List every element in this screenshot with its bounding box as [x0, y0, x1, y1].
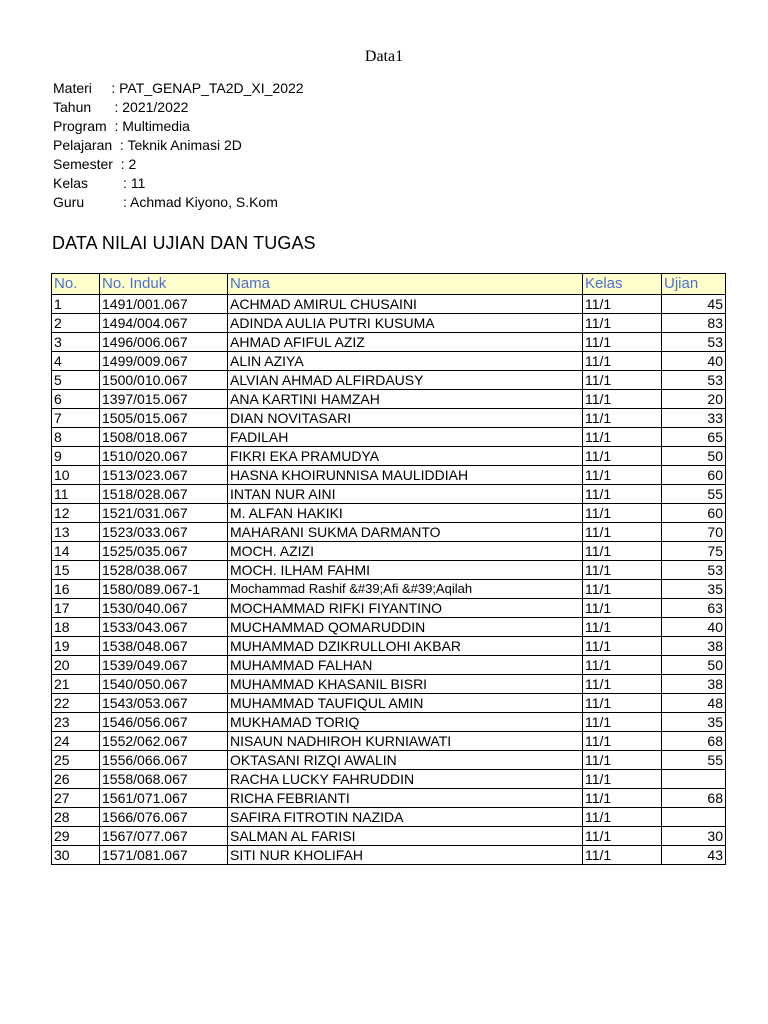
table-header-row	[52, 274, 726, 295]
cell-no: 20	[52, 656, 100, 675]
cell-ujian: 35	[662, 713, 726, 732]
cell-no: 29	[52, 827, 100, 846]
table-row	[52, 713, 726, 732]
cell-nama: MUHAMMAD TAUFIQUL AMIN	[228, 694, 583, 713]
cell-kelas: 11/1	[583, 713, 662, 732]
cell-no: 28	[52, 808, 100, 827]
cell-ujian: 35	[662, 580, 726, 599]
table-row	[52, 447, 726, 466]
cell-kelas: 11/1	[583, 580, 662, 599]
metadata-block	[53, 79, 304, 212]
cell-no: 22	[52, 694, 100, 713]
cell-ujian: 50	[662, 656, 726, 675]
cell-no-induk: 1530/040.067	[100, 599, 228, 618]
cell-nama: RICHA FEBRIANTI	[228, 789, 583, 808]
header-kelas: Kelas	[583, 274, 662, 295]
table-row	[52, 751, 726, 770]
cell-no: 26	[52, 770, 100, 789]
cell-no: 3	[52, 333, 100, 352]
table-row	[52, 295, 726, 314]
meta-value: : Achmad Kiyono, S.Kom	[84, 194, 278, 210]
cell-no-induk: 1538/048.067	[100, 637, 228, 656]
cell-ujian: 50	[662, 447, 726, 466]
meta-label: Materi	[53, 80, 92, 96]
cell-no-induk: 1543/053.067	[100, 694, 228, 713]
table-row	[52, 808, 726, 827]
cell-no-induk: 1539/049.067	[100, 656, 228, 675]
cell-no: 12	[52, 504, 100, 523]
meta-label: Program	[53, 118, 107, 134]
table-row	[52, 789, 726, 808]
cell-ujian: 20	[662, 390, 726, 409]
cell-no: 27	[52, 789, 100, 808]
cell-nama: ALIN AZIYA	[228, 352, 583, 371]
cell-nama: MUCHAMMAD QOMARUDDIN	[228, 618, 583, 637]
table-row	[52, 371, 726, 390]
cell-nama: RACHA LUCKY FAHRUDDIN	[228, 770, 583, 789]
meta-label: Kelas	[53, 175, 89, 191]
table-row	[52, 846, 726, 865]
meta-value: : 11	[88, 175, 146, 191]
cell-ujian: 55	[662, 751, 726, 770]
cell-no-induk: 1494/004.067	[100, 314, 228, 333]
cell-nama: HASNA KHOIRUNNISA MAULIDDIAH	[228, 466, 583, 485]
cell-kelas: 11/1	[583, 485, 662, 504]
table-row	[52, 561, 726, 580]
cell-no-induk: 1523/033.067	[100, 523, 228, 542]
cell-nama: SAFIRA FITROTIN NAZIDA	[228, 808, 583, 827]
cell-no: 21	[52, 675, 100, 694]
cell-no: 7	[52, 409, 100, 428]
cell-no: 8	[52, 428, 100, 447]
table-row	[52, 618, 726, 637]
cell-nama: OKTASANI RIZQI AWALIN	[228, 751, 583, 770]
table-row	[52, 580, 726, 599]
cell-nama: DIAN NOVITASARI	[228, 409, 583, 428]
cell-ujian: 40	[662, 352, 726, 371]
cell-kelas: 11/1	[583, 542, 662, 561]
cell-no-induk: 1508/018.067	[100, 428, 228, 447]
meta-value: : PAT_GENAP_TA2D_XI_2022	[91, 80, 304, 96]
table-row	[52, 504, 726, 523]
cell-no: 19	[52, 637, 100, 656]
cell-no-induk: 1505/015.067	[100, 409, 228, 428]
meta-row	[53, 117, 304, 136]
cell-ujian: 53	[662, 561, 726, 580]
cell-nama: MUHAMMAD KHASANIL BISRI	[228, 675, 583, 694]
cell-no: 30	[52, 846, 100, 865]
meta-row	[53, 79, 304, 98]
meta-value: : 2	[112, 156, 137, 172]
cell-no: 23	[52, 713, 100, 732]
cell-no: 14	[52, 542, 100, 561]
table-row	[52, 523, 726, 542]
cell-ujian: 38	[662, 675, 726, 694]
meta-row	[53, 98, 304, 117]
cell-kelas: 11/1	[583, 409, 662, 428]
cell-kelas: 11/1	[583, 314, 662, 333]
meta-value: : 2021/2022	[91, 99, 189, 115]
table-row	[52, 485, 726, 504]
cell-no: 5	[52, 371, 100, 390]
cell-nama: MAHARANI SUKMA DARMANTO	[228, 523, 583, 542]
cell-ujian: 68	[662, 789, 726, 808]
cell-nama: MUKHAMAD TORIQ	[228, 713, 583, 732]
cell-no-induk: 1518/028.067	[100, 485, 228, 504]
meta-value: : Teknik Animasi 2D	[112, 137, 242, 153]
cell-ujian	[662, 808, 726, 827]
cell-no-induk: 1561/071.067	[100, 789, 228, 808]
cell-kelas: 11/1	[583, 789, 662, 808]
cell-kelas: 11/1	[583, 827, 662, 846]
cell-nama: M. ALFAN HAKIKI	[228, 504, 583, 523]
cell-ujian: 45	[662, 295, 726, 314]
cell-kelas: 11/1	[583, 637, 662, 656]
cell-ujian: 33	[662, 409, 726, 428]
cell-nama: Mochammad Rashif &#39;Afi &#39;Aqilah	[228, 580, 583, 599]
cell-no: 4	[52, 352, 100, 371]
table-row	[52, 827, 726, 846]
cell-no-induk: 1510/020.067	[100, 447, 228, 466]
table-row	[52, 770, 726, 789]
cell-no-induk: 1540/050.067	[100, 675, 228, 694]
cell-kelas: 11/1	[583, 447, 662, 466]
meta-value: : Multimedia	[106, 118, 190, 134]
meta-label: Pelajaran	[53, 137, 113, 153]
cell-nama: AHMAD AFIFUL AZIZ	[228, 333, 583, 352]
table-row	[52, 428, 726, 447]
cell-kelas: 11/1	[583, 390, 662, 409]
cell-no-induk: 1500/010.067	[100, 371, 228, 390]
table-row	[52, 352, 726, 371]
cell-ujian: 43	[662, 846, 726, 865]
cell-no-induk: 1499/009.067	[100, 352, 228, 371]
section-title: DATA NILAI UJIAN DAN TUGAS	[52, 233, 316, 253]
cell-no-induk: 1496/006.067	[100, 333, 228, 352]
cell-kelas: 11/1	[583, 846, 662, 865]
cell-kelas: 11/1	[583, 732, 662, 751]
cell-kelas: 11/1	[583, 333, 662, 352]
table-row	[52, 599, 726, 618]
table-row	[52, 333, 726, 352]
cell-no-induk: 1528/038.067	[100, 561, 228, 580]
cell-nama: ANA KARTINI HAMZAH	[228, 390, 583, 409]
cell-ujian: 40	[662, 618, 726, 637]
header-ujian: Ujian	[662, 274, 726, 295]
cell-no: 2	[52, 314, 100, 333]
cell-no-induk: 1513/023.067	[100, 466, 228, 485]
cell-ujian: 70	[662, 523, 726, 542]
cell-no: 24	[52, 732, 100, 751]
cell-ujian: 83	[662, 314, 726, 333]
cell-kelas: 11/1	[583, 466, 662, 485]
table-row	[52, 637, 726, 656]
cell-kelas: 11/1	[583, 751, 662, 770]
cell-no: 17	[52, 599, 100, 618]
cell-no: 16	[52, 580, 100, 599]
meta-label: Guru	[53, 194, 85, 210]
cell-kelas: 11/1	[583, 618, 662, 637]
cell-nama: MOCH. ILHAM FAHMI	[228, 561, 583, 580]
meta-row	[53, 174, 304, 193]
cell-no-induk: 1558/068.067	[100, 770, 228, 789]
cell-no: 25	[52, 751, 100, 770]
table-row	[52, 694, 726, 713]
cell-no-induk: 1567/077.067	[100, 827, 228, 846]
cell-ujian: 68	[662, 732, 726, 751]
cell-no: 9	[52, 447, 100, 466]
cell-nama: MOCH. AZIZI	[228, 542, 583, 561]
cell-ujian: 53	[662, 333, 726, 352]
table-row	[52, 732, 726, 751]
cell-kelas: 11/1	[583, 770, 662, 789]
document-title: Data1	[364, 48, 404, 65]
table-row	[52, 675, 726, 694]
cell-no: 18	[52, 618, 100, 637]
table-row	[52, 390, 726, 409]
cell-no-induk: 1566/076.067	[100, 808, 228, 827]
cell-kelas: 11/1	[583, 656, 662, 675]
cell-kelas: 11/1	[583, 808, 662, 827]
table-row	[52, 409, 726, 428]
table-row	[52, 656, 726, 675]
cell-kelas: 11/1	[583, 295, 662, 314]
cell-kelas: 11/1	[583, 504, 662, 523]
cell-ujian: 60	[662, 504, 726, 523]
header-no: No.	[52, 274, 100, 295]
cell-ujian: 53	[662, 371, 726, 390]
cell-no: 6	[52, 390, 100, 409]
cell-nama: MUHAMMAD DZIKRULLOHI AKBAR	[228, 637, 583, 656]
header-nama: Nama	[228, 274, 583, 295]
cell-nama: SITI NUR KHOLIFAH	[228, 846, 583, 865]
cell-nama: SALMAN AL FARISI	[228, 827, 583, 846]
meta-label: Tahun	[53, 99, 92, 115]
cell-nama: ALVIAN AHMAD ALFIRDAUSY	[228, 371, 583, 390]
header-no-induk: No. Induk	[100, 274, 228, 295]
cell-kelas: 11/1	[583, 371, 662, 390]
cell-kelas: 11/1	[583, 675, 662, 694]
cell-ujian: 63	[662, 599, 726, 618]
cell-nama: MOCHAMMAD RIFKI FIYANTINO	[228, 599, 583, 618]
cell-nama: MUHAMMAD FALHAN	[228, 656, 583, 675]
cell-no-induk: 1521/031.067	[100, 504, 228, 523]
cell-no: 11	[52, 485, 100, 504]
cell-no: 15	[52, 561, 100, 580]
cell-no-induk: 1552/062.067	[100, 732, 228, 751]
cell-ujian: 30	[662, 827, 726, 846]
table-row	[52, 466, 726, 485]
cell-ujian: 48	[662, 694, 726, 713]
meta-label: Semester	[53, 156, 113, 172]
cell-nama: NISAUN NADHIROH KURNIAWATI	[228, 732, 583, 751]
cell-no-induk: 1556/066.067	[100, 751, 228, 770]
grades-table	[51, 273, 726, 865]
meta-row	[53, 136, 304, 155]
cell-nama: ADINDA AULIA PUTRI KUSUMA	[228, 314, 583, 333]
cell-nama: ACHMAD AMIRUL CHUSAINI	[228, 295, 583, 314]
cell-no-induk: 1546/056.067	[100, 713, 228, 732]
cell-ujian: 55	[662, 485, 726, 504]
cell-ujian: 75	[662, 542, 726, 561]
cell-no-induk: 1580/089.067-1	[100, 580, 228, 599]
cell-no-induk: 1533/043.067	[100, 618, 228, 637]
cell-kelas: 11/1	[583, 561, 662, 580]
cell-no: 1	[52, 295, 100, 314]
cell-kelas: 11/1	[583, 352, 662, 371]
cell-nama: FIKRI EKA PRAMUDYA	[228, 447, 583, 466]
cell-ujian: 65	[662, 428, 726, 447]
cell-no: 10	[52, 466, 100, 485]
cell-ujian	[662, 770, 726, 789]
cell-no-induk: 1525/035.067	[100, 542, 228, 561]
cell-no-induk: 1397/015.067	[100, 390, 228, 409]
meta-row	[53, 193, 304, 212]
cell-no: 13	[52, 523, 100, 542]
cell-ujian: 60	[662, 466, 726, 485]
table-row	[52, 542, 726, 561]
cell-ujian: 38	[662, 637, 726, 656]
cell-kelas: 11/1	[583, 599, 662, 618]
cell-no-induk: 1571/081.067	[100, 846, 228, 865]
cell-no-induk: 1491/001.067	[100, 295, 228, 314]
cell-nama: INTAN NUR AINI	[228, 485, 583, 504]
cell-kelas: 11/1	[583, 694, 662, 713]
table-row	[52, 314, 726, 333]
cell-nama: FADILAH	[228, 428, 583, 447]
cell-kelas: 11/1	[583, 523, 662, 542]
cell-kelas: 11/1	[583, 428, 662, 447]
meta-row	[53, 155, 304, 174]
